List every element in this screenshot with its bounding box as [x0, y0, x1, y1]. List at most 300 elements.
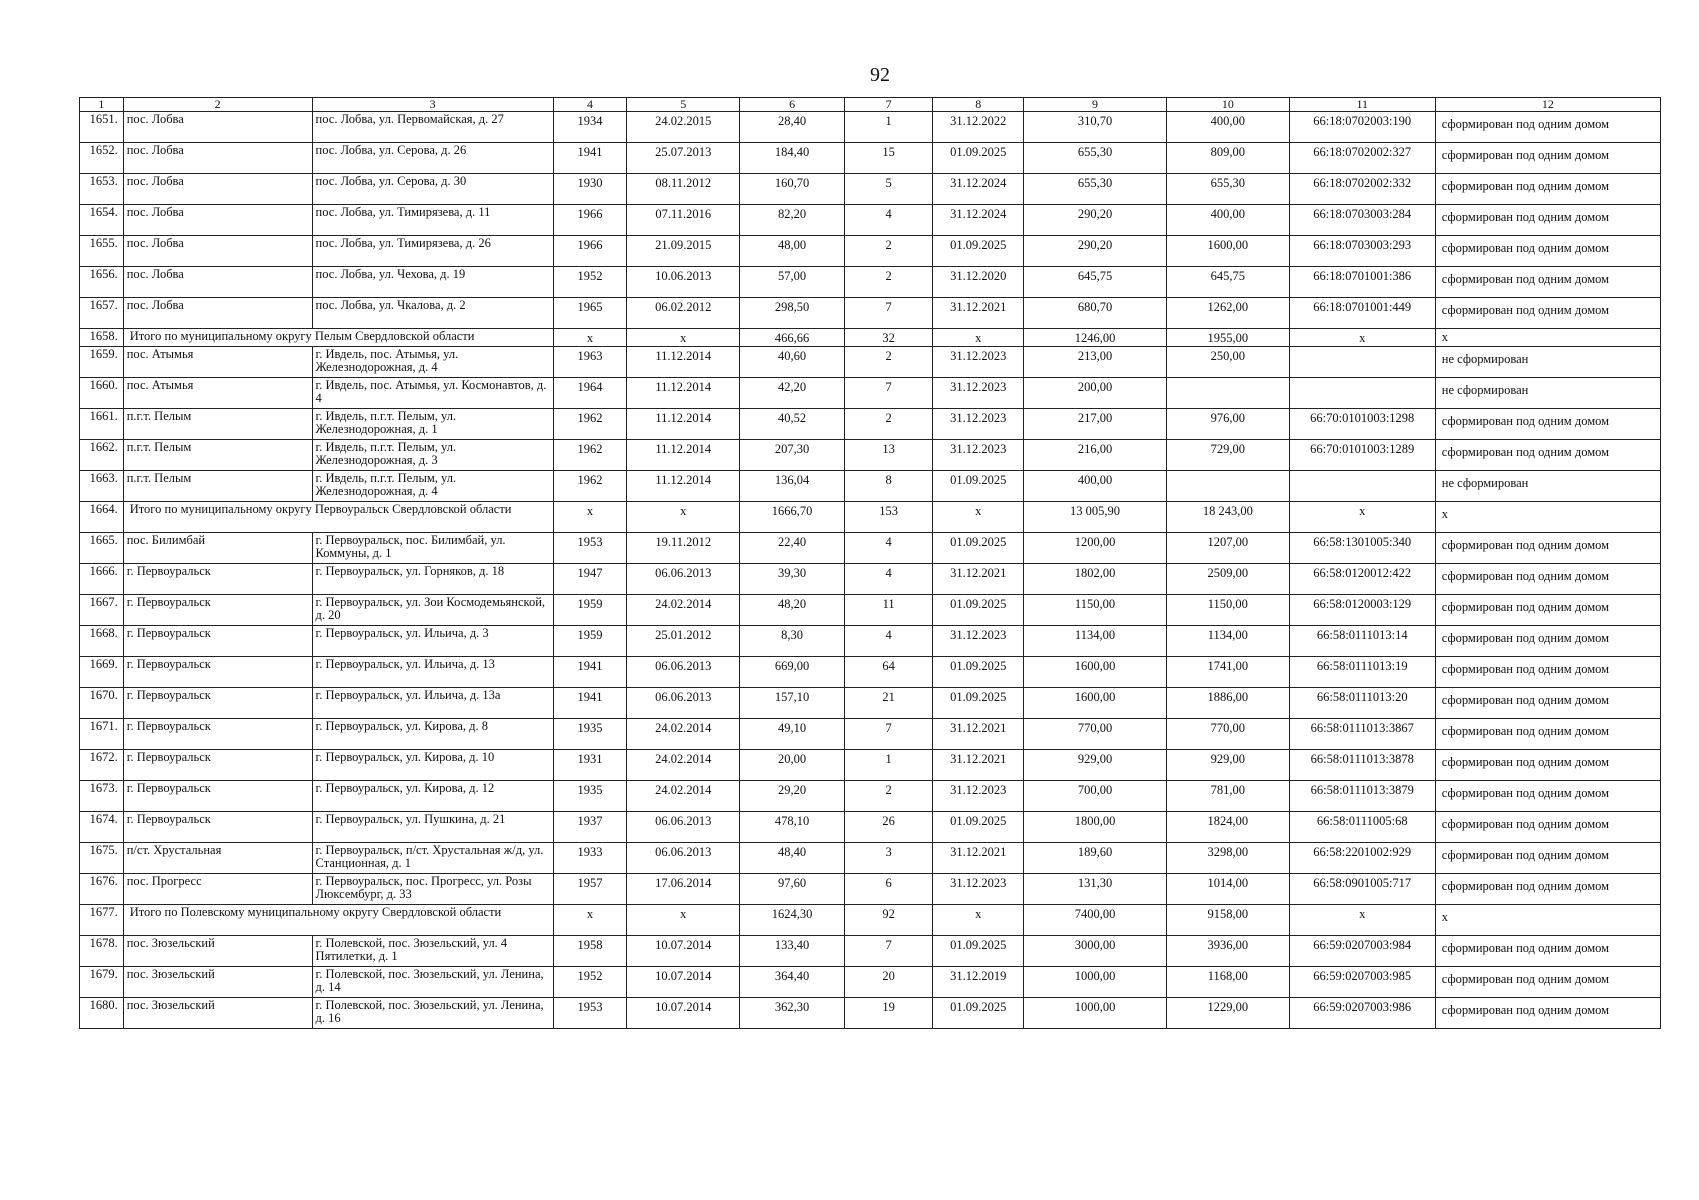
address-cell: пос. Лобва, ул. Первомайская, д. 27 [312, 112, 553, 143]
value-cell: сформирован под одним домом [1435, 236, 1660, 267]
value-cell: сформирован под одним домом [1435, 440, 1660, 471]
value-cell: 153 [844, 502, 933, 533]
value-cell: 25.07.2013 [627, 143, 740, 174]
value-cell: 9158,00 [1166, 905, 1289, 936]
row-number: 1674. [80, 812, 124, 843]
value-cell: 364,40 [740, 967, 845, 998]
value-cell: 160,70 [740, 174, 845, 205]
address-cell: г. Полевской, пос. Зюзельский, ул. 4 Пятилетки, д. 1 [312, 936, 553, 967]
value-cell: 31.12.2023 [933, 440, 1024, 471]
settlement-cell: г. Первоуральск [123, 564, 312, 595]
settlement-cell: пос. Лобва [123, 236, 312, 267]
value-cell: 1937 [553, 812, 627, 843]
value-cell: 310,70 [1024, 112, 1167, 143]
settlement-cell: пос. Лобва [123, 205, 312, 236]
value-cell: сформирован под одним домом [1435, 688, 1660, 719]
address-cell: пос. Лобва, ул. Серова, д. 26 [312, 143, 553, 174]
value-cell: x [1435, 329, 1660, 347]
value-cell: 4 [844, 533, 933, 564]
value-cell [1289, 347, 1435, 378]
value-cell: 57,00 [740, 267, 845, 298]
value-cell: 21.09.2015 [627, 236, 740, 267]
value-cell: 1953 [553, 533, 627, 564]
address-cell: г. Первоуральск, ул. Кирова, д. 12 [312, 781, 553, 812]
value-cell: 1952 [553, 267, 627, 298]
value-cell: 28,40 [740, 112, 845, 143]
value-cell: 133,40 [740, 936, 845, 967]
value-cell: 01.09.2025 [933, 471, 1024, 502]
value-cell: 200,00 [1024, 378, 1167, 409]
value-cell [1289, 471, 1435, 502]
value-cell: 655,30 [1024, 143, 1167, 174]
value-cell: 1966 [553, 236, 627, 267]
value-cell: 48,40 [740, 843, 845, 874]
value-cell: x [933, 905, 1024, 936]
value-cell: 01.09.2025 [933, 657, 1024, 688]
value-cell: 1246,00 [1024, 329, 1167, 347]
row-number: 1669. [80, 657, 124, 688]
value-cell: 7 [844, 378, 933, 409]
value-cell: 655,30 [1166, 174, 1289, 205]
value-cell: x [1289, 329, 1435, 347]
total-row [80, 329, 1661, 347]
value-cell: 24.02.2015 [627, 112, 740, 143]
value-cell: 478,10 [740, 812, 845, 843]
value-cell: 31.12.2023 [933, 626, 1024, 657]
value-cell: 1168,00 [1166, 967, 1289, 998]
value-cell: 11.12.2014 [627, 440, 740, 471]
value-cell: 06.02.2012 [627, 298, 740, 329]
value-cell: сформирован под одним домом [1435, 626, 1660, 657]
table-row [80, 174, 1661, 205]
value-cell: 10.06.2013 [627, 267, 740, 298]
row-number: 1668. [80, 626, 124, 657]
value-cell: 24.02.2014 [627, 595, 740, 626]
address-cell: г. Ивдель, пос. Атымья, ул. Железнодорожная, д. 4 [312, 347, 553, 378]
value-cell: x [1289, 502, 1435, 533]
col-header: 3 [312, 98, 553, 112]
value-cell: 1824,00 [1166, 812, 1289, 843]
value-cell: 31.12.2023 [933, 378, 1024, 409]
value-cell: 1935 [553, 719, 627, 750]
value-cell: 189,60 [1024, 843, 1167, 874]
value-cell: 4 [844, 626, 933, 657]
table-row [80, 657, 1661, 688]
value-cell: x [553, 329, 627, 347]
value-cell: 1941 [553, 688, 627, 719]
value-cell: сформирован под одним домом [1435, 719, 1660, 750]
value-cell: 1959 [553, 595, 627, 626]
value-cell: 31.12.2021 [933, 750, 1024, 781]
value-cell: не сформирован [1435, 347, 1660, 378]
value-cell: 24.02.2014 [627, 719, 740, 750]
value-cell: 207,30 [740, 440, 845, 471]
value-cell: сформирован под одним домом [1435, 595, 1660, 626]
value-cell: 157,10 [740, 688, 845, 719]
row-number: 1670. [80, 688, 124, 719]
value-cell: 1000,00 [1024, 998, 1167, 1029]
value-cell: 1957 [553, 874, 627, 905]
value-cell: 290,20 [1024, 205, 1167, 236]
settlement-cell: п.г.т. Пелым [123, 440, 312, 471]
settlement-cell: пос. Лобва [123, 112, 312, 143]
value-cell: 1 [844, 112, 933, 143]
value-cell: 1134,00 [1166, 626, 1289, 657]
address-cell: г. Первоуральск, ул. Кирова, д. 8 [312, 719, 553, 750]
address-cell: пос. Лобва, ул. Чехова, д. 19 [312, 267, 553, 298]
value-cell: 24.02.2014 [627, 781, 740, 812]
settlement-cell: пос. Прогресс [123, 874, 312, 905]
settlement-cell: пос. Атымья [123, 347, 312, 378]
total-row [80, 502, 1661, 533]
settlement-cell: пос. Зюзельский [123, 967, 312, 998]
value-cell: 3298,00 [1166, 843, 1289, 874]
value-cell: 66:58:0120012:422 [1289, 564, 1435, 595]
value-cell: 7 [844, 298, 933, 329]
settlement-cell: г. Первоуральск [123, 657, 312, 688]
table-row [80, 595, 1661, 626]
value-cell: 184,40 [740, 143, 845, 174]
value-cell: 66:58:0111013:3878 [1289, 750, 1435, 781]
value-cell: 1624,30 [740, 905, 845, 936]
row-number: 1675. [80, 843, 124, 874]
value-cell: 466,66 [740, 329, 845, 347]
settlement-cell: п/ст. Хрустальная [123, 843, 312, 874]
value-cell [1166, 471, 1289, 502]
value-cell: 1962 [553, 471, 627, 502]
value-cell: 976,00 [1166, 409, 1289, 440]
value-cell: 1952 [553, 967, 627, 998]
address-cell: г. Первоуральск, пос. Билимбай, ул. Коммуны, д. 1 [312, 533, 553, 564]
table-row [80, 936, 1661, 967]
settlement-cell: г. Первоуральск [123, 750, 312, 781]
value-cell: 66:58:0901005:717 [1289, 874, 1435, 905]
value-cell: 213,00 [1024, 347, 1167, 378]
value-cell: 1600,00 [1166, 236, 1289, 267]
value-cell: 31.12.2021 [933, 843, 1024, 874]
address-cell: пос. Лобва, ул. Тимирязева, д. 11 [312, 205, 553, 236]
value-cell: x [553, 905, 627, 936]
value-cell: 66:59:0207003:984 [1289, 936, 1435, 967]
col-header: 4 [553, 98, 627, 112]
value-cell: 31.12.2023 [933, 409, 1024, 440]
value-cell: 1741,00 [1166, 657, 1289, 688]
value-cell: 1262,00 [1166, 298, 1289, 329]
address-cell: г. Первоуральск, ул. Пушкина, д. 21 [312, 812, 553, 843]
value-cell: 7 [844, 719, 933, 750]
value-cell [1166, 378, 1289, 409]
table-row [80, 874, 1661, 905]
value-cell: 66:18:0702002:327 [1289, 143, 1435, 174]
value-cell: 2 [844, 781, 933, 812]
value-cell: 06.06.2013 [627, 564, 740, 595]
value-cell: 10.07.2014 [627, 936, 740, 967]
value-cell: 48,20 [740, 595, 845, 626]
value-cell: 1930 [553, 174, 627, 205]
value-cell: 7400,00 [1024, 905, 1167, 936]
value-cell: 49,10 [740, 719, 845, 750]
value-cell: сформирован под одним домом [1435, 174, 1660, 205]
value-cell: 92 [844, 905, 933, 936]
settlement-cell: пос. Лобва [123, 267, 312, 298]
value-cell [1289, 378, 1435, 409]
settlement-cell: пос. Лобва [123, 143, 312, 174]
settlement-cell: пос. Лобва [123, 174, 312, 205]
address-cell: г. Первоуральск, п/ст. Хрустальная ж/д, ул. Станционная, д. 1 [312, 843, 553, 874]
row-number: 1678. [80, 936, 124, 967]
value-cell: не сформирован [1435, 471, 1660, 502]
address-cell: г. Первоуральск, ул. Кирова, д. 10 [312, 750, 553, 781]
col-header: 5 [627, 98, 740, 112]
address-cell: г. Ивдель, пос. Атымья, ул. Космонавтов, д. 4 [312, 378, 553, 409]
value-cell: 217,00 [1024, 409, 1167, 440]
address-cell: г. Полевской, пос. Зюзельский, ул. Ленина, д. 16 [312, 998, 553, 1029]
value-cell: 66:58:0120003:129 [1289, 595, 1435, 626]
address-cell: г. Первоуральск, ул. Ильича, д. 13а [312, 688, 553, 719]
value-cell: 31.12.2020 [933, 267, 1024, 298]
table-row [80, 409, 1661, 440]
address-cell: пос. Лобва, ул. Тимирязева, д. 26 [312, 236, 553, 267]
value-cell: 01.09.2025 [933, 236, 1024, 267]
settlement-cell: г. Первоуральск [123, 626, 312, 657]
value-cell: 729,00 [1166, 440, 1289, 471]
value-cell: 01.09.2025 [933, 595, 1024, 626]
value-cell: 01.09.2025 [933, 936, 1024, 967]
value-cell: 5 [844, 174, 933, 205]
address-cell: г. Полевской, пос. Зюзельский, ул. Ленина, д. 14 [312, 967, 553, 998]
value-cell: 2 [844, 236, 933, 267]
value-cell: x [627, 905, 740, 936]
value-cell: 1207,00 [1166, 533, 1289, 564]
value-cell: 2 [844, 347, 933, 378]
table-row [80, 719, 1661, 750]
value-cell: 06.06.2013 [627, 688, 740, 719]
value-cell: 655,30 [1024, 174, 1167, 205]
value-cell: 01.09.2025 [933, 812, 1024, 843]
value-cell: сформирован под одним домом [1435, 409, 1660, 440]
value-cell: сформирован под одним домом [1435, 533, 1660, 564]
value-cell: 31.12.2022 [933, 112, 1024, 143]
value-cell: 400,00 [1166, 205, 1289, 236]
value-cell: 1229,00 [1166, 998, 1289, 1029]
value-cell: x [1435, 905, 1660, 936]
value-cell: сформирован под одним домом [1435, 298, 1660, 329]
value-cell: 31.12.2024 [933, 205, 1024, 236]
value-cell: 66:58:1301005:340 [1289, 533, 1435, 564]
value-cell: 1965 [553, 298, 627, 329]
table-row [80, 236, 1661, 267]
address-cell: г. Первоуральск, пос. Прогресс, ул. Розы Люксембург, д. 33 [312, 874, 553, 905]
table-row [80, 143, 1661, 174]
value-cell: 1200,00 [1024, 533, 1167, 564]
value-cell: 31.12.2019 [933, 967, 1024, 998]
table-row [80, 843, 1661, 874]
value-cell: 2 [844, 267, 933, 298]
value-cell: 1886,00 [1166, 688, 1289, 719]
settlement-cell: г. Первоуральск [123, 688, 312, 719]
value-cell: 362,30 [740, 998, 845, 1029]
table-row [80, 267, 1661, 298]
settlement-cell: пос. Зюзельский [123, 936, 312, 967]
value-cell: 1941 [553, 657, 627, 688]
value-cell: 66:18:0701001:386 [1289, 267, 1435, 298]
column-number-header-row [80, 98, 1661, 112]
col-header: 2 [123, 98, 312, 112]
value-cell: 1941 [553, 143, 627, 174]
value-cell: 1 [844, 750, 933, 781]
total-label: Итого по муниципальному округу Первоуральск Свердловской области [123, 502, 553, 533]
value-cell: 06.06.2013 [627, 812, 740, 843]
value-cell: 66:58:0111013:20 [1289, 688, 1435, 719]
page-number: 92 [870, 64, 890, 86]
housing-table [79, 97, 1661, 1029]
value-cell: 19.11.2012 [627, 533, 740, 564]
value-cell: 66:59:0207003:985 [1289, 967, 1435, 998]
address-cell: г. Ивдель, п.г.т. Пелым, ул. Железнодорожная, д. 4 [312, 471, 553, 502]
value-cell: 15 [844, 143, 933, 174]
value-cell: 13 005,90 [1024, 502, 1167, 533]
value-cell: сформирован под одним домом [1435, 750, 1660, 781]
value-cell: 1802,00 [1024, 564, 1167, 595]
value-cell: 11.12.2014 [627, 347, 740, 378]
value-cell: 929,00 [1024, 750, 1167, 781]
value-cell: 26 [844, 812, 933, 843]
value-cell: 1014,00 [1166, 874, 1289, 905]
row-number: 1661. [80, 409, 124, 440]
col-header: 12 [1435, 98, 1660, 112]
value-cell: 01.09.2025 [933, 143, 1024, 174]
value-cell: 31.12.2021 [933, 298, 1024, 329]
value-cell: 29,20 [740, 781, 845, 812]
value-cell: 7 [844, 936, 933, 967]
value-cell: 1600,00 [1024, 688, 1167, 719]
value-cell: 1963 [553, 347, 627, 378]
value-cell: 400,00 [1166, 112, 1289, 143]
value-cell: 1935 [553, 781, 627, 812]
value-cell: 13 [844, 440, 933, 471]
table-row [80, 564, 1661, 595]
value-cell: 781,00 [1166, 781, 1289, 812]
value-cell: 645,75 [1024, 267, 1167, 298]
table-row [80, 205, 1661, 236]
value-cell: 97,60 [740, 874, 845, 905]
value-cell: 3 [844, 843, 933, 874]
col-header: 6 [740, 98, 845, 112]
value-cell: 08.11.2012 [627, 174, 740, 205]
value-cell: 66:18:0703003:293 [1289, 236, 1435, 267]
value-cell: сформирован под одним домом [1435, 998, 1660, 1029]
row-number: 1679. [80, 967, 124, 998]
value-cell: x [1435, 502, 1660, 533]
value-cell: 1934 [553, 112, 627, 143]
value-cell: 17.06.2014 [627, 874, 740, 905]
settlement-cell: пос. Атымья [123, 378, 312, 409]
value-cell: 10.07.2014 [627, 967, 740, 998]
col-header: 11 [1289, 98, 1435, 112]
value-cell: 680,70 [1024, 298, 1167, 329]
value-cell: сформирован под одним домом [1435, 267, 1660, 298]
value-cell: 298,50 [740, 298, 845, 329]
value-cell: 10.07.2014 [627, 998, 740, 1029]
value-cell: 31.12.2021 [933, 719, 1024, 750]
value-cell: 66:58:0111013:3879 [1289, 781, 1435, 812]
value-cell: 39,30 [740, 564, 845, 595]
table-row [80, 688, 1661, 719]
row-number: 1657. [80, 298, 124, 329]
settlement-cell: п.г.т. Пелым [123, 409, 312, 440]
value-cell: 66:70:0101003:1298 [1289, 409, 1435, 440]
value-cell: 770,00 [1024, 719, 1167, 750]
value-cell: сформирован под одним домом [1435, 843, 1660, 874]
value-cell: 31.12.2023 [933, 347, 1024, 378]
value-cell: 66:18:0701001:449 [1289, 298, 1435, 329]
value-cell: 82,20 [740, 205, 845, 236]
value-cell: не сформирован [1435, 378, 1660, 409]
value-cell: сформирован под одним домом [1435, 812, 1660, 843]
value-cell: 1964 [553, 378, 627, 409]
row-number: 1671. [80, 719, 124, 750]
value-cell: сформирован под одним домом [1435, 112, 1660, 143]
value-cell: 131,30 [1024, 874, 1167, 905]
row-number: 1665. [80, 533, 124, 564]
settlement-cell: пос. Билимбай [123, 533, 312, 564]
value-cell: 07.11.2016 [627, 205, 740, 236]
value-cell: 64 [844, 657, 933, 688]
value-cell: сформирован под одним домом [1435, 781, 1660, 812]
value-cell: 700,00 [1024, 781, 1167, 812]
value-cell: 1966 [553, 205, 627, 236]
row-number: 1677. [80, 905, 124, 936]
value-cell: сформирован под одним домом [1435, 936, 1660, 967]
value-cell: 11.12.2014 [627, 471, 740, 502]
row-number: 1659. [80, 347, 124, 378]
col-header: 7 [844, 98, 933, 112]
row-number: 1658. [80, 329, 124, 347]
table-row [80, 812, 1661, 843]
table-row [80, 998, 1661, 1029]
value-cell: 19 [844, 998, 933, 1029]
total-label: Итого по Полевскому муниципальному округу Свердловской области [123, 905, 553, 936]
settlement-cell: г. Первоуральск [123, 812, 312, 843]
value-cell: 4 [844, 205, 933, 236]
value-cell: x [1289, 905, 1435, 936]
table-row [80, 347, 1661, 378]
value-cell: 01.09.2025 [933, 533, 1024, 564]
row-number: 1662. [80, 440, 124, 471]
value-cell: 31.12.2023 [933, 781, 1024, 812]
row-number: 1666. [80, 564, 124, 595]
row-number: 1680. [80, 998, 124, 1029]
value-cell: 400,00 [1024, 471, 1167, 502]
value-cell: 1958 [553, 936, 627, 967]
value-cell: x [627, 329, 740, 347]
value-cell: 66:58:0111013:19 [1289, 657, 1435, 688]
value-cell: 11 [844, 595, 933, 626]
value-cell: 01.09.2025 [933, 998, 1024, 1029]
value-cell: x [933, 329, 1024, 347]
table-row [80, 781, 1661, 812]
value-cell: 136,04 [740, 471, 845, 502]
value-cell: 31.12.2021 [933, 564, 1024, 595]
col-header: 1 [80, 98, 124, 112]
row-number: 1672. [80, 750, 124, 781]
address-cell: г. Первоуральск, ул. Ильича, д. 3 [312, 626, 553, 657]
value-cell: 669,00 [740, 657, 845, 688]
value-cell: 929,00 [1166, 750, 1289, 781]
value-cell: 32 [844, 329, 933, 347]
value-cell: 8 [844, 471, 933, 502]
value-cell: x [553, 502, 627, 533]
